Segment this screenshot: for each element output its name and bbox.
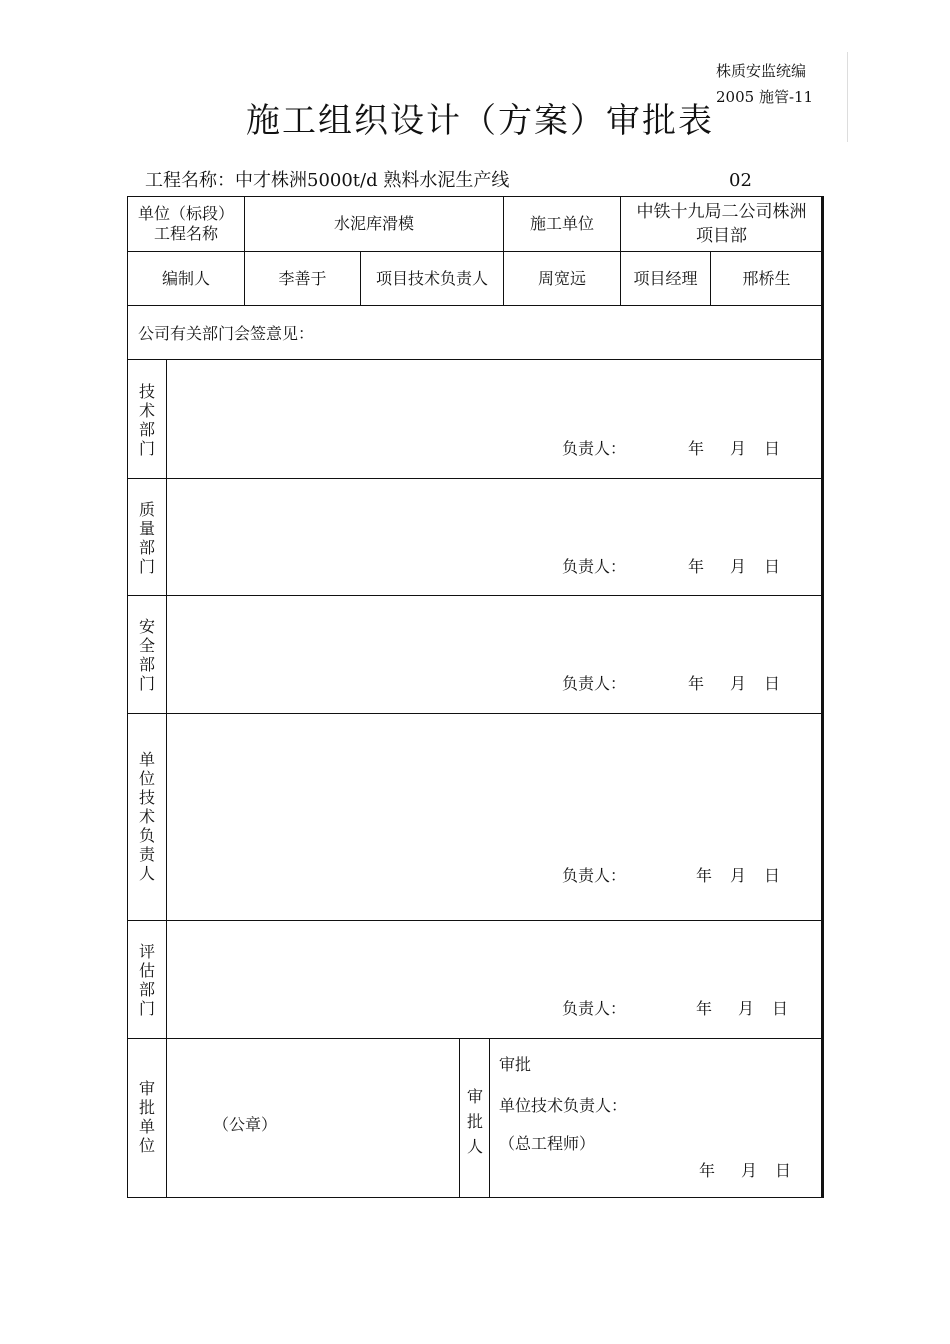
dept-name: 单位技术负责人 [138,750,155,883]
year-label: 年 [699,1161,716,1180]
contractor-label: 施工单位 [503,196,621,252]
author-label: 编制人 [127,251,245,306]
day-label: 日 [764,439,781,458]
dept-opinion-cell [166,595,823,714]
signer-label: 负责人： [562,439,627,458]
dept-label-cell [127,713,167,921]
pm-value: 邢桥生 [710,251,823,306]
dept-opinion-cell [166,359,823,479]
month-label: 月 [730,439,747,458]
dept-label-cell [127,359,167,479]
unit-name-value: 水泥库滑模 [244,196,504,252]
project-name: 工程名称：中才株洲5000t/d 熟料水泥生产线 [145,170,510,191]
dept-label-cell [127,920,167,1039]
approval-line2: 单位技术负责人： [499,1096,628,1115]
form-number: 02 [729,170,752,191]
approval-line1: 审批 [499,1055,532,1074]
year-label: 年 [688,557,705,576]
signer-label: 负责人： [562,557,627,576]
day-label: 日 [764,674,781,693]
opinion-label: 公司有关部门会签意见： [138,324,315,343]
day-label: 日 [764,557,781,576]
dept-name: 质量部门 [138,500,155,576]
approval-unit-cell [166,1038,460,1198]
pm-label: 项目经理 [620,251,711,306]
form-code-line2: 2005 施管-11 [716,88,814,106]
day-label: 日 [772,999,789,1018]
approver-cell [489,1038,823,1198]
unit-name-label: 单位（标段）工程名称 [127,196,245,252]
day-label: 日 [764,866,781,885]
contractor-value: 中铁十九局二公司株洲项目部 [620,196,823,252]
signer-label: 负责人： [562,866,627,885]
form-code-line1: 株质安监统编 [716,62,807,80]
seal-text: （公章） [213,1115,278,1134]
month-label: 月 [738,999,755,1018]
approval-unit-label-cell [127,1038,167,1198]
year-label: 年 [696,866,713,885]
dept-name: 评估部门 [138,942,155,1018]
approval-unit-label: 审批单位 [138,1079,155,1155]
month-label: 月 [741,1161,758,1180]
dept-name: 技术部门 [138,382,155,458]
year-label: 年 [688,439,705,458]
tech-lead-label: 项目技术负责人 [360,251,504,306]
opinion-row [127,305,823,360]
author-value: 李善于 [244,251,361,306]
dept-opinion-cell [166,920,823,1039]
dept-opinion-cell [166,478,823,596]
dept-opinion-cell [166,713,823,921]
tech-lead-value: 周宽远 [503,251,621,306]
year-label: 年 [696,999,713,1018]
approver-label: 审批人 [466,1087,483,1156]
page-edge-line [847,52,848,142]
signer-label: 负责人： [562,999,627,1018]
table-right-border [821,196,824,1198]
dept-label-cell [127,478,167,596]
approver-label-cell [459,1038,490,1198]
month-label: 月 [730,674,747,693]
day-label: 日 [775,1161,792,1180]
dept-name: 安全部门 [138,617,155,693]
year-label: 年 [688,674,705,693]
approval-line3: （总工程师） [499,1134,596,1153]
dept-label-cell [127,595,167,714]
page-title: 施工组织设计（方案）审批表 [246,101,714,141]
signer-label: 负责人： [562,674,627,693]
month-label: 月 [730,557,747,576]
month-label: 月 [730,866,747,885]
